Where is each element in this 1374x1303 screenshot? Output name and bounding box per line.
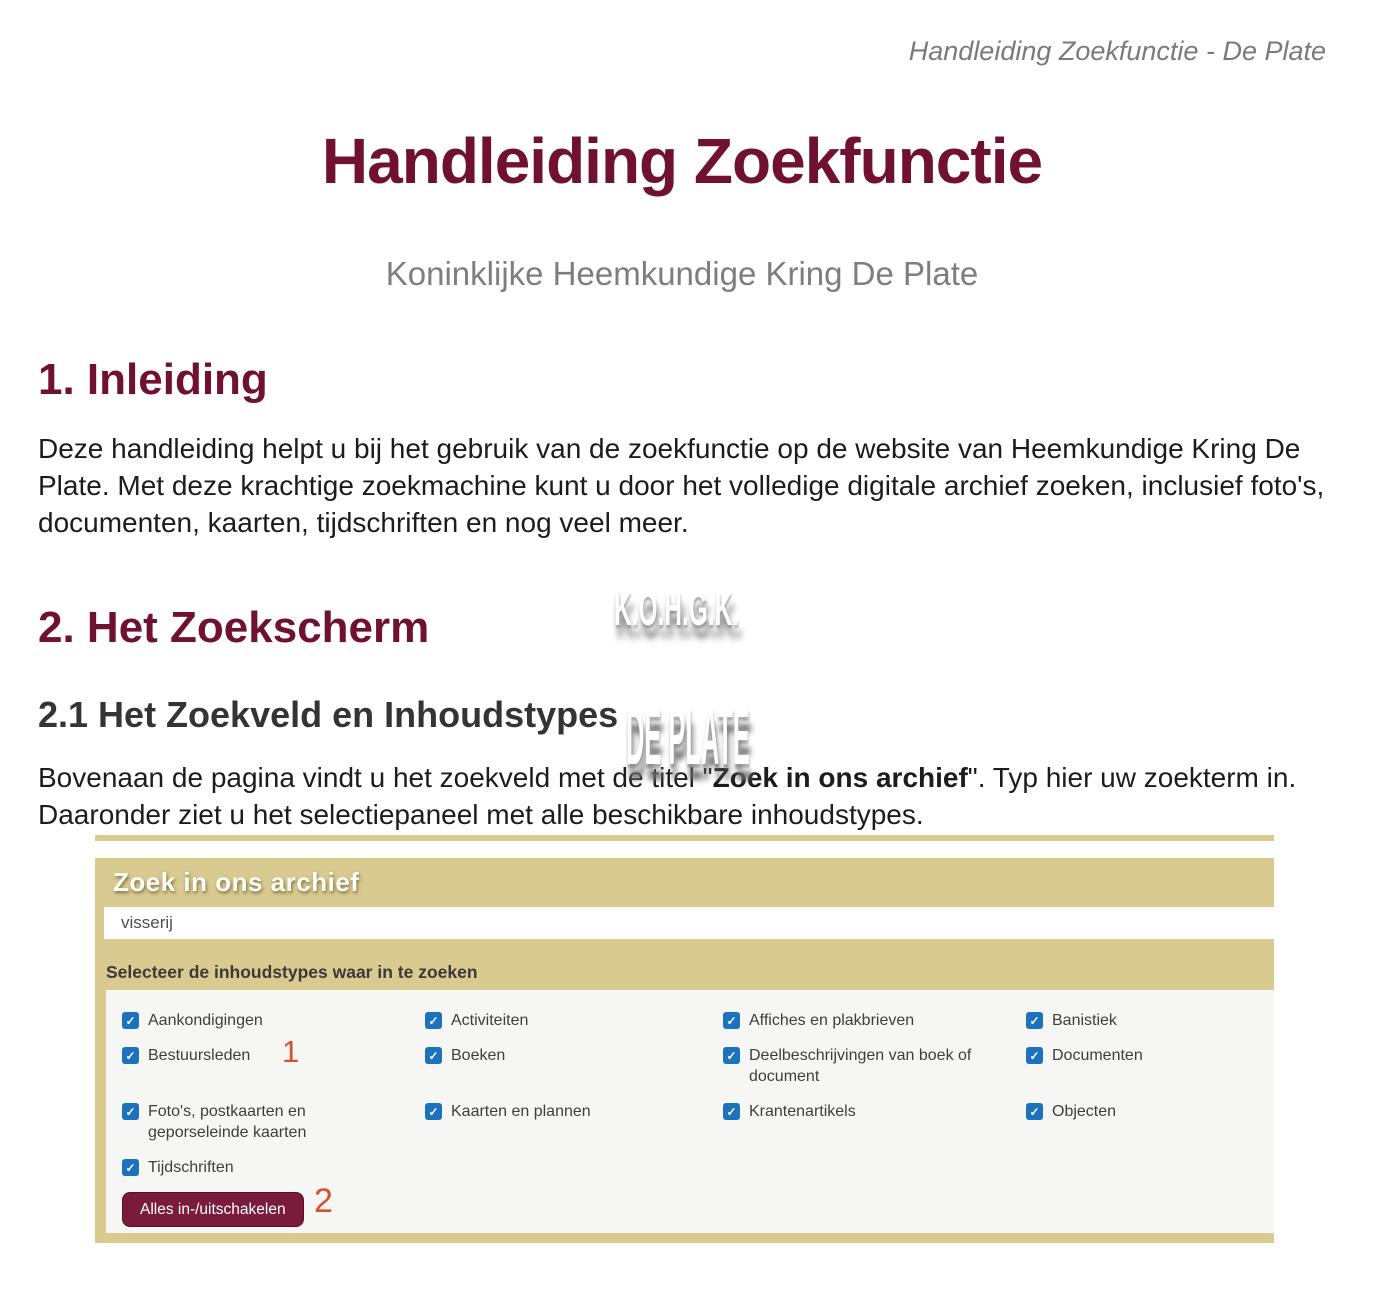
page-title: Handleiding Zoekfunctie [321,125,1043,197]
checkbox-checked-icon[interactable]: ✓ [122,1047,139,1064]
checkbox-label: Krantenartikels [749,1103,856,1121]
checkbox-item-tijdschriften[interactable] [122,1157,425,1178]
checkbox-label: Activiteiten [451,1012,529,1030]
checkbox-checked-icon[interactable]: ✓ [1026,1012,1043,1029]
document-page [0,36,1374,1303]
checkbox-checked-icon[interactable]: ✓ [122,1103,139,1120]
checkbox-label: Tijdschriften [148,1159,234,1177]
checkbox-checked-icon[interactable]: ✓ [425,1103,442,1120]
section-1-paragraph: Deze handleiding helpt u bij het gebruik van de zoekfunctie op de website van Heemkundige Kring De Plate. Met deze krachtige zoekmachine kunt u door het volledige digitale archief zoeken, inclusief foto's, documenten, kaarten, tijdschriften en nog veel meer. [38,432,1325,538]
content-types-panel [106,990,1274,1233]
annotation-step-1: 1 [282,1034,300,1070]
checkbox-item-kaarten-plannen[interactable] [425,1101,723,1143]
checkbox-item-activiteiten[interactable] [425,1010,723,1031]
checkbox-item-banistiek[interactable] [1026,1010,1274,1031]
checkbox-item-bestuursleden[interactable] [122,1045,425,1087]
checkbox-checked-icon[interactable]: ✓ [425,1012,442,1029]
paragraph-text: Bovenaan de pagina vindt u het zoekveld met de titel " [38,761,713,793]
checkbox-checked-icon[interactable]: ✓ [723,1012,740,1029]
checkbox-checked-icon[interactable]: ✓ [122,1012,139,1029]
section-2-1-heading: 2.1 Het Zoekveld en Inhoudstypes [38,693,619,735]
checkbox-label: Objecten [1052,1103,1117,1121]
search-field-title-reference: Zoek in ons archief [712,761,968,793]
checkbox-label: Kaarten en plannen [451,1103,591,1121]
checkbox-item-krantenartikels[interactable] [723,1101,1026,1143]
checkbox-checked-icon[interactable]: ✓ [122,1159,139,1176]
checkbox-label: Affiches en plakbrieven [749,1012,915,1030]
checkbox-checked-icon[interactable]: ✓ [1026,1103,1043,1120]
screenshot-top-border [95,835,1274,841]
section-1-heading: 1. Inleiding [38,355,268,405]
checkbox-checked-icon[interactable]: ✓ [425,1047,442,1064]
checkbox-item-documenten[interactable] [1026,1045,1274,1087]
search-ui-screenshot [95,835,1274,1243]
checkbox-item-objecten[interactable] [1026,1101,1274,1143]
checkbox-item-aankondigingen[interactable] [122,1010,425,1031]
section-2-heading: 2. Het Zoekscherm [38,602,430,652]
checkbox-label: Documenten [1052,1047,1143,1065]
watermark-kohgk: K.O.H.G.K. [614,583,740,636]
checkbox-item-deelbeschrijvingen[interactable] [723,1045,1026,1087]
section-2-1-paragraph [38,759,1326,833]
checkbox-label: Banistiek [1052,1012,1117,1030]
paragraph-text: ". Typ hier uw zoekterm in. Daaronder ziet u het selectiepaneel met alle beschikbare inhoudstypes. [38,761,1297,830]
search-input[interactable] [104,907,1274,939]
checkbox-label: Foto's, postkaarten en geporseleinde kaarten [148,1103,307,1142]
toggle-all-button[interactable]: Alles in-/uitschakelen [122,1192,304,1227]
checkbox-label: Deelbeschrijvingen van boek of document [749,1047,972,1086]
search-panel-title: Zoek in ons archief [113,866,360,897]
checkbox-item-affiches[interactable] [723,1010,1026,1031]
document-body [0,36,1374,1243]
checkbox-label: Bestuursleden [148,1047,251,1065]
checkbox-checked-icon[interactable]: ✓ [1026,1047,1043,1064]
content-types-label: Selecteer de inhoudstypes waar in te zoeken [106,962,478,983]
annotation-step-2: 2 [314,1182,333,1221]
search-panel [95,858,1274,1243]
page-subtitle: Koninklijke Heemkundige Kring De Plate [385,254,979,292]
checkbox-checked-icon[interactable]: ✓ [723,1047,740,1064]
watermark-de-plate: DE PLATE [626,691,750,782]
checkbox-label: Boeken [451,1047,506,1065]
checkbox-checked-icon[interactable]: ✓ [723,1103,740,1120]
checkbox-item-fotos-postkaarten[interactable] [122,1101,425,1143]
document-header-title: Handleiding Zoekfunctie - De Plate [908,36,1326,66]
checkbox-label: Aankondigingen [148,1012,263,1030]
checkbox-item-boeken[interactable] [425,1045,723,1087]
